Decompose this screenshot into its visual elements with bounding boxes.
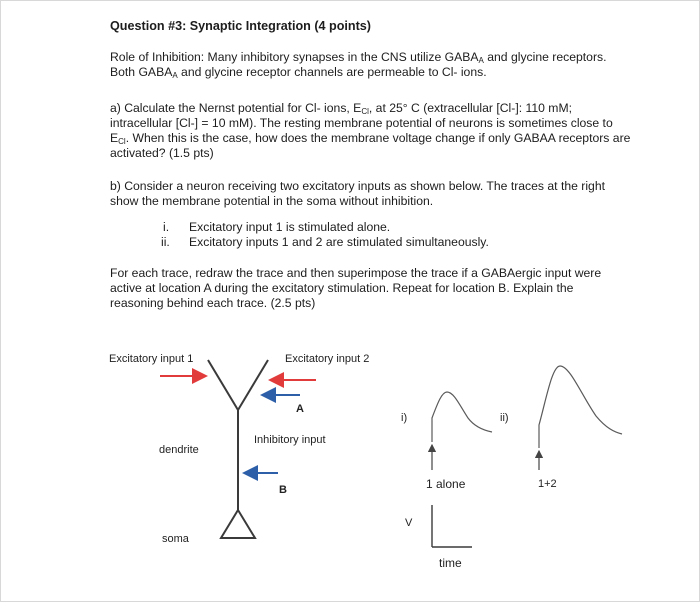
part-a-line-1-sub: Cl: [361, 107, 369, 116]
intro-line-2-text: Both GABA: [110, 65, 173, 79]
part-a-line-3-text: E: [110, 131, 119, 145]
trace-ii-label: ii): [500, 412, 509, 424]
axis-v-label: V: [405, 517, 413, 529]
part-a-line-4: activated? (1.5 pts): [110, 146, 214, 160]
instruction-line-2: active at location A during the excitatory stimulation. Repeat for location B. Explain the: [110, 281, 574, 295]
trace-i: [432, 392, 492, 442]
part-a-line-2: intracellular [Cl-] = 10 mM). The resting membrane potential of neurons is sometimes close to: [110, 116, 613, 130]
trace-ii: [539, 366, 622, 448]
trace-ii-caption: 1+2: [538, 478, 557, 490]
part-a-line-3-rest: . When this is the case, how does the membrane voltage change if only GABAA receptors are: [125, 131, 631, 145]
part-b-line-2: show the membrane potential in the soma without inhibition.: [110, 194, 434, 208]
trace-i-label: i): [401, 412, 408, 424]
intro-line-1-text: Role of Inhibition: Many inhibitory synapses in the CNS utilize GABA: [110, 50, 479, 64]
part-a-line-3-sub: Cl: [118, 137, 126, 146]
intro-line-2-sub: A: [172, 71, 178, 80]
list-item-2-text: Excitatory inputs 1 and 2 are stimulated simultaneously.: [189, 235, 489, 249]
intro-line-2-rest: and glycine receptor channels are permeable to Cl- ions.: [177, 65, 487, 79]
list-item-2-number: ii.: [161, 235, 170, 249]
axis-time-label: time: [439, 556, 462, 570]
excitatory-input-1-label: Excitatory input 1: [109, 353, 194, 365]
part-a-line-1-text: a) Calculate the Nernst potential for Cl- ions, E: [110, 101, 362, 115]
location-a-label: A: [296, 403, 304, 415]
question-title: Question #3: Synaptic Integration (4 points): [110, 19, 371, 33]
dendrite-branch-2: [238, 360, 268, 410]
dendrite-label: dendrite: [159, 444, 199, 456]
instruction-line-1: For each trace, redraw the trace and then superimpose the trace if a GABAergic input were: [110, 266, 602, 280]
inhibitory-input-label: Inhibitory input: [254, 434, 326, 446]
instruction-line-3: reasoning behind each trace. (2.5 pts): [110, 296, 316, 310]
soma-triangle: [221, 510, 255, 538]
dendrite-branch-1: [208, 360, 238, 410]
list-item-1-number: i.: [163, 220, 170, 234]
intro-line-1-rest: and glycine receptors.: [483, 50, 607, 64]
location-b-label: B: [279, 484, 287, 496]
list-item-1-text: Excitatory input 1 is stimulated alone.: [189, 220, 391, 234]
part-b-line-1: b) Consider a neuron receiving two excitatory inputs as shown below. The traces at the right: [110, 179, 605, 193]
excitatory-input-2-label: Excitatory input 2: [285, 353, 370, 365]
soma-label: soma: [162, 533, 189, 545]
trace-i-caption: 1 alone: [426, 477, 466, 491]
part-a-line-1-rest: , at 25° C (extracellular [Cl-]: 110 mM;: [368, 101, 572, 115]
intro-line-1-sub: A: [478, 56, 484, 65]
